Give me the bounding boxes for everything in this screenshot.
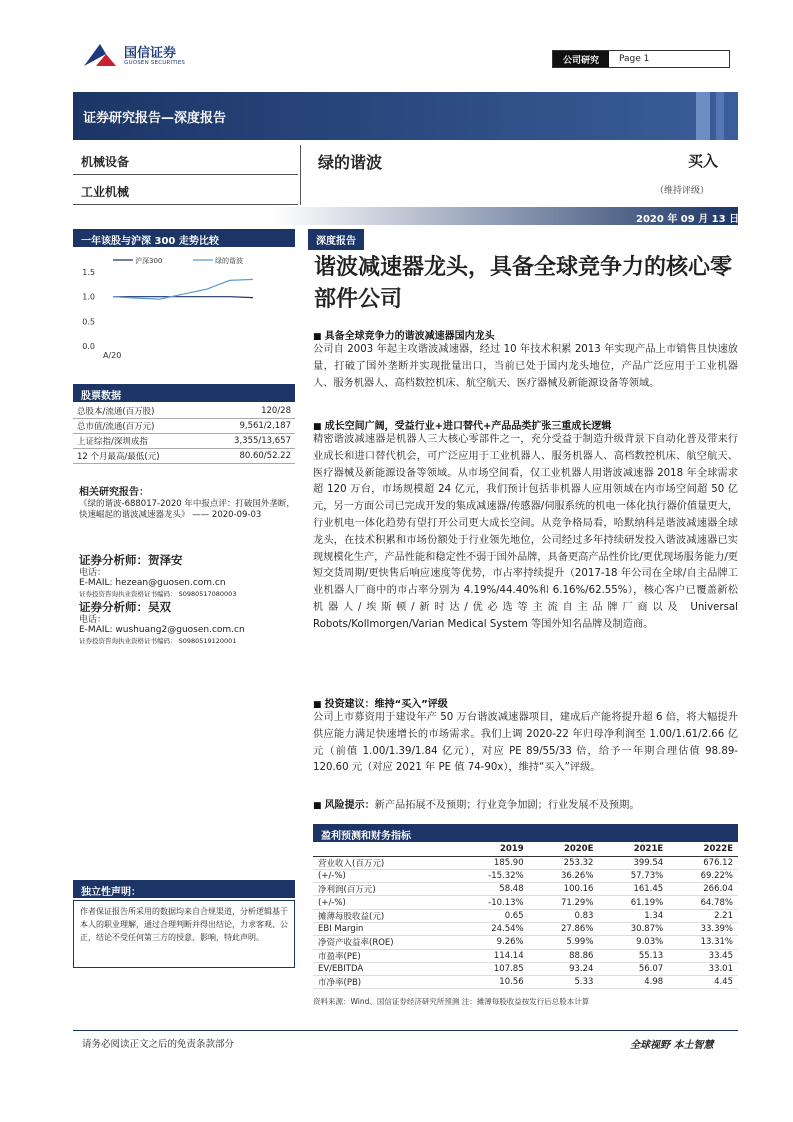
cell-value: 0.83 bbox=[529, 909, 599, 922]
footer-disclaimer: 请务必阅读正文之后的免责条款部分 bbox=[82, 1039, 235, 1050]
guosen-logo-icon bbox=[82, 40, 120, 70]
top-page-box bbox=[552, 50, 730, 68]
row-label: 摊薄每股收益(元) bbox=[313, 909, 454, 922]
x-tick-label: A/20 bbox=[103, 351, 122, 360]
legend-label: 沪深300 bbox=[135, 257, 163, 265]
stock-header: 股票数据 bbox=[73, 384, 295, 402]
independence-statement: 作者保证报告所采用的数据均来自合规渠道，分析逻辑基于本人的职业理解，通过合理判断并得出结论，力求客观、公正，结论不受任何第三方的授意、影响，特此声明。 bbox=[73, 900, 295, 968]
analyst-block bbox=[79, 602, 299, 646]
stock-label: 12 个月最高/最低(元) bbox=[73, 449, 202, 464]
cell-value: 185.90 bbox=[454, 856, 529, 869]
page-number: Page 1 bbox=[619, 54, 650, 64]
table-row bbox=[313, 949, 738, 962]
cell-value: -15.32% bbox=[454, 869, 529, 882]
banner-stripe bbox=[696, 92, 710, 140]
independence-header: 独立性声明： bbox=[73, 880, 295, 898]
table-row bbox=[73, 449, 295, 464]
related-head: 相关研究报告： bbox=[79, 487, 149, 498]
col-header bbox=[313, 843, 454, 856]
section-4 bbox=[313, 798, 738, 815]
stock-label: 上证综指/深圳成指 bbox=[73, 434, 202, 449]
row-label: 营业收入(百万元) bbox=[313, 856, 454, 869]
table-row bbox=[313, 976, 738, 989]
cell-value: 58.48 bbox=[454, 883, 529, 896]
cell-value: 69.22% bbox=[668, 869, 738, 882]
cell-value: 9.03% bbox=[598, 936, 668, 949]
report-type-tag: 公司研究 bbox=[553, 51, 609, 67]
cell-value: -10.13% bbox=[454, 896, 529, 909]
cell-value: 4.45 bbox=[668, 976, 738, 989]
table-row bbox=[73, 434, 295, 449]
banner: 证券研究报告—深度报告 bbox=[73, 92, 738, 140]
cell-value: 24.54% bbox=[454, 922, 529, 935]
cell-value: 57.73% bbox=[598, 869, 668, 882]
industry-box bbox=[73, 145, 298, 205]
analysts bbox=[79, 555, 299, 646]
section-heading: ■ 风险提示： bbox=[313, 800, 375, 811]
rating: 买入 bbox=[688, 152, 719, 170]
cell-value: 107.85 bbox=[454, 962, 529, 975]
row-label: 净资产收益率(ROE) bbox=[313, 936, 454, 949]
section-1 bbox=[313, 327, 738, 392]
table-row bbox=[73, 404, 295, 419]
cell-value: 13.31% bbox=[668, 936, 738, 949]
stock-value: 80.60/52.22 bbox=[202, 449, 295, 464]
cell-value: 61.19% bbox=[598, 896, 668, 909]
cell-value: 36.26% bbox=[529, 869, 599, 882]
row-label: (+/-%) bbox=[313, 896, 454, 909]
cell-value: 399.54 bbox=[598, 856, 668, 869]
section-body: 公司自 2003 年起主攻谐波减速器，经过 10 年技术积累 2013 年实现产品上市销售且快速放量，打破了国外垄断并实现批量出口，当前已处于国内龙头地位，产品广泛应用于工业机器人、服务机器人、高档数控机床、航空航天、医疗器械及新能源设备等领域。 bbox=[313, 344, 738, 389]
row-label: (+/-%) bbox=[313, 869, 454, 882]
brand-logo bbox=[82, 40, 202, 74]
section-2 bbox=[313, 417, 738, 634]
analyst-block bbox=[79, 555, 299, 599]
cell-value: 55.13 bbox=[598, 949, 668, 962]
cell-value: 5.99% bbox=[529, 936, 599, 949]
cell-value: 88.86 bbox=[529, 949, 599, 962]
y-tick-label: 1.0 bbox=[82, 292, 95, 302]
cell-value: 1.34 bbox=[598, 909, 668, 922]
col-header: 2022E bbox=[668, 843, 738, 856]
analyst-name: 吴双 bbox=[148, 600, 171, 614]
col-header: 2021E bbox=[598, 843, 668, 856]
footer-slogan: 全球视野 本土智慧 bbox=[630, 1040, 714, 1051]
cell-value: 33.01 bbox=[668, 962, 738, 975]
table-row bbox=[313, 856, 738, 869]
cell-value: 253.32 bbox=[529, 856, 599, 869]
analyst-cert: 证券投资咨询执业资格证书编码： S0980519120001 bbox=[79, 636, 237, 645]
analyst-email[interactable]: E-MAIL: hezean@guosen.com.cn bbox=[79, 578, 226, 588]
legend-label: 绿的谐波 bbox=[215, 257, 243, 265]
table-row bbox=[313, 909, 738, 922]
section-body: 公司上市募资用于建设年产 50 万台谐波减速器项目，建成后产能将提升超 6 倍，将大幅提升供应能力满足快速增长的市场需求。我们上调 2020-22 年归母净利润至 1.00/1.61/2.66 亿元（前值 1.00/1.39/1.84 亿元），对应 PE 89/55/33 倍，给予一年期合理估值 98.89-120.60 元（对应 2021 年 PE 值 74-90x），维持“买入”评级。 bbox=[313, 712, 738, 774]
cell-value: 0.65 bbox=[454, 909, 529, 922]
cell-value: 114.14 bbox=[454, 949, 529, 962]
cell-value: 30.87% bbox=[598, 922, 668, 935]
section-body: 精密谐波减速器是机器人三大核心零部件之一，充分受益于制造升级背景下自动化普及带来行业成长和进口替代机会，可广泛应用于工业机器人、服务机器人、高档数控机床、航空航天、医疗器械及新能源设备等领域。从市场空间看，仅工业机器人用谐波减速器 2018 年全球需求超 120 万台，市场规模超 24 亿元，我们预计包括非机器人应用领域在内市场空间超 50 亿元，另一方面公司已完成开发的集成减速器/传感器/伺服系统的机电一体化执行器价值量更大，行业机电一体化趋势有望打开公司更大成长空间。从竞争格局看，哈默纳科是谐波减速器全球龙头，在技术积累和市场份额处于行业领先地位，公司经过多年持续研发投入谐波减速器已实现规模化生产，产品性能和稳定性不弱于国外品牌，具备更高产品性价比/更优现场服务能力/更短交货周期/更快售后响应速度等优势，市占率持续提升（2017-18 年公司在全球/自主品牌工业机器人厂商中的市占率分别为 4.19%/44.40%和 6.16%/62.55%），核心客户已覆盖新松机器人/埃斯顿/新时达/优必选等主流自主品牌厂商以及 Universal Robots/Kollmorgen/Varian Medical System 等国外知名品牌及制造商。 bbox=[313, 434, 738, 630]
table-header-row bbox=[313, 843, 738, 856]
logo-en: GUOSEN SECURITIES bbox=[124, 60, 186, 66]
y-tick-label: 0.5 bbox=[82, 317, 95, 327]
analyst-name: 贺泽安 bbox=[148, 553, 183, 567]
report-tag: 深度报告 bbox=[308, 229, 364, 250]
row-label: EBI Margin bbox=[313, 922, 454, 935]
cell-value: 33.45 bbox=[668, 949, 738, 962]
rating-note: （维持评级） bbox=[655, 186, 710, 196]
col-header: 2020E bbox=[529, 843, 599, 856]
banner-stripe bbox=[716, 92, 724, 140]
analyst-cert: 证券投资咨询执业资格证书编码： S0980517080003 bbox=[79, 589, 237, 598]
stock-table bbox=[73, 404, 295, 464]
cell-value: 9.26% bbox=[454, 936, 529, 949]
logo-cn: 国信证券 bbox=[124, 46, 177, 61]
cell-value: 266.04 bbox=[668, 883, 738, 896]
cell-value: 10.56 bbox=[454, 976, 529, 989]
table-row bbox=[313, 962, 738, 975]
industry-l2: 工业机械 bbox=[73, 175, 298, 205]
analyst-tel: 电话： bbox=[79, 614, 107, 625]
finance-header: 盈利预测和财务指标 bbox=[313, 824, 738, 842]
y-tick-label: 0.0 bbox=[82, 342, 95, 351]
section-3 bbox=[313, 695, 738, 777]
table-row bbox=[313, 922, 738, 935]
analyst-tel: 电话： bbox=[79, 567, 107, 578]
stock-value: 3,355/13,657 bbox=[202, 434, 295, 449]
stock-value: 120/28 bbox=[202, 404, 295, 419]
cell-value: 161.45 bbox=[598, 883, 668, 896]
section-heading: ■ 投资建议：维持“买入”评级 bbox=[313, 695, 738, 710]
cell-value: 4.98 bbox=[598, 976, 668, 989]
related-reports bbox=[79, 487, 297, 521]
table-row bbox=[73, 419, 295, 434]
table-row bbox=[313, 896, 738, 909]
company-name: 绿的谐波 bbox=[318, 153, 383, 172]
y-tick-label: 1.5 bbox=[82, 268, 95, 277]
cell-value: 100.16 bbox=[529, 883, 599, 896]
chart-header: 一年该股与沪深 300 走势比较 bbox=[73, 229, 295, 247]
cell-value: 56.07 bbox=[598, 962, 668, 975]
cell-value: 27.86% bbox=[529, 922, 599, 935]
cell-value: 5.33 bbox=[529, 976, 599, 989]
cell-value: 2.21 bbox=[668, 909, 738, 922]
col-header: 2019 bbox=[454, 843, 529, 856]
report-title: 谐波减速器龙头，具备全球竞争力的核心零部件公司 bbox=[314, 255, 733, 312]
table-row bbox=[313, 869, 738, 882]
industry-l1: 机械设备 bbox=[73, 145, 298, 175]
cell-value: 64.78% bbox=[668, 896, 738, 909]
related-link[interactable]: 《绿的谐波-688017-2020 年中报点评：打破国外垄断，快速崛起的谐波减速器龙头》 —— 2020-09-03 bbox=[79, 499, 295, 520]
analyst-email[interactable]: E-MAIL: wushuang2@guosen.com.cn bbox=[79, 625, 245, 635]
footer-line bbox=[73, 1030, 738, 1031]
cell-value: 676.12 bbox=[668, 856, 738, 869]
table-row bbox=[313, 936, 738, 949]
cell-value: 93.24 bbox=[529, 962, 599, 975]
source-note: 资料来源：Wind、国信证券经济研究所预测 注：摊薄每股收益按发行后总股本计算 bbox=[313, 997, 590, 1006]
stock-value: 9,561/2,187 bbox=[202, 419, 295, 434]
section-body: 新产品拓展不及预期；行业竞争加剧；行业发展不及预期。 bbox=[374, 800, 640, 811]
finance-table bbox=[313, 843, 738, 989]
table-row bbox=[313, 883, 738, 896]
stock-label: 总市值/流通(百万元) bbox=[73, 419, 202, 434]
row-label: 市盈率(PE) bbox=[313, 949, 454, 962]
analyst-label: 证券分析师： bbox=[79, 553, 148, 567]
stock-label: 总股本/流通(百万股) bbox=[73, 404, 202, 419]
section-heading: ■ 成长空间广阔，受益行业+进口替代+产品品类扩张三重成长逻辑 bbox=[313, 417, 738, 432]
row-label: EV/EBITDA bbox=[313, 962, 454, 975]
analyst-label: 证券分析师： bbox=[79, 600, 148, 614]
report-date: 2020 年 09 月 13 日 bbox=[636, 214, 740, 225]
row-label: 市净率(PB) bbox=[313, 976, 454, 989]
section-heading: ■ 具备全球竞争力的谐波减速器国内龙头 bbox=[313, 327, 738, 342]
price-chart bbox=[73, 250, 295, 365]
cell-value: 71.29% bbox=[529, 896, 599, 909]
row-label: 净利润(百万元) bbox=[313, 883, 454, 896]
cell-value: 33.39% bbox=[668, 922, 738, 935]
